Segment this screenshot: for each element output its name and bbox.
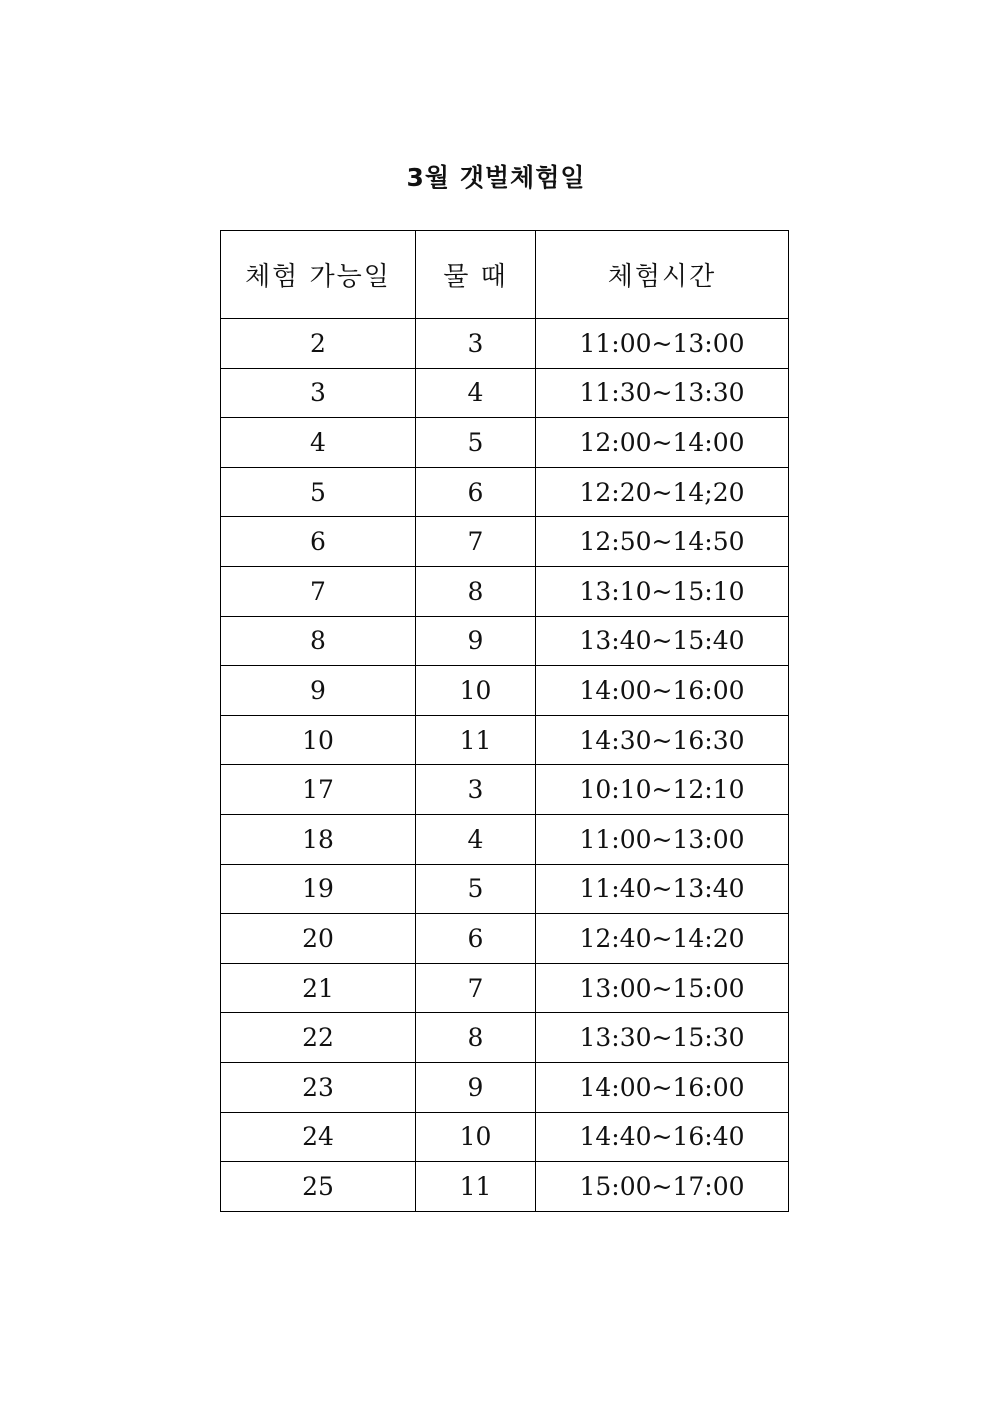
header-tide: 물 때 bbox=[416, 231, 536, 319]
cell-experience-time: 11:40~13:40 bbox=[536, 864, 789, 914]
cell-available-day: 22 bbox=[221, 1013, 416, 1063]
table-row bbox=[221, 418, 789, 468]
cell-tide: 3 bbox=[416, 319, 536, 369]
table-row bbox=[221, 1062, 789, 1112]
table-row bbox=[221, 864, 789, 914]
table-row bbox=[221, 1162, 789, 1212]
cell-experience-time: 12:00~14:00 bbox=[536, 418, 789, 468]
cell-experience-time: 12:20~14;20 bbox=[536, 467, 789, 517]
cell-experience-time: 14:30~16:30 bbox=[536, 715, 789, 765]
table-body bbox=[221, 319, 789, 1212]
table-header bbox=[221, 231, 789, 319]
cell-available-day: 5 bbox=[221, 467, 416, 517]
cell-experience-time: 12:50~14:50 bbox=[536, 517, 789, 567]
cell-available-day: 4 bbox=[221, 418, 416, 468]
cell-experience-time: 13:10~15:10 bbox=[536, 566, 789, 616]
header-available-day: 체험 가능일 bbox=[221, 231, 416, 319]
cell-experience-time: 12:40~14:20 bbox=[536, 914, 789, 964]
cell-tide: 10 bbox=[416, 1112, 536, 1162]
table-row bbox=[221, 715, 789, 765]
cell-tide: 11 bbox=[416, 715, 536, 765]
cell-tide: 11 bbox=[416, 1162, 536, 1212]
cell-tide: 10 bbox=[416, 666, 536, 716]
cell-available-day: 17 bbox=[221, 765, 416, 815]
cell-tide: 6 bbox=[416, 914, 536, 964]
table-row bbox=[221, 616, 789, 666]
cell-available-day: 19 bbox=[221, 864, 416, 914]
table-row bbox=[221, 914, 789, 964]
page-title: 3월 갯벌체험일 bbox=[406, 163, 586, 192]
cell-experience-time: 13:40~15:40 bbox=[536, 616, 789, 666]
cell-available-day: 25 bbox=[221, 1162, 416, 1212]
header-experience-time: 체험시간 bbox=[536, 231, 789, 319]
cell-experience-time: 11:00~13:00 bbox=[536, 814, 789, 864]
table-row bbox=[221, 1112, 789, 1162]
cell-available-day: 21 bbox=[221, 963, 416, 1013]
cell-tide: 4 bbox=[416, 814, 536, 864]
cell-tide: 9 bbox=[416, 1062, 536, 1112]
table-row bbox=[221, 319, 789, 369]
cell-tide: 8 bbox=[416, 566, 536, 616]
cell-available-day: 7 bbox=[221, 566, 416, 616]
cell-tide: 4 bbox=[416, 368, 536, 418]
cell-experience-time: 14:00~16:00 bbox=[536, 666, 789, 716]
cell-experience-time: 11:30~13:30 bbox=[536, 368, 789, 418]
cell-experience-time: 14:00~16:00 bbox=[536, 1062, 789, 1112]
cell-available-day: 10 bbox=[221, 715, 416, 765]
cell-available-day: 2 bbox=[221, 319, 416, 369]
cell-available-day: 8 bbox=[221, 616, 416, 666]
table-row bbox=[221, 765, 789, 815]
cell-available-day: 9 bbox=[221, 666, 416, 716]
cell-experience-time: 13:00~15:00 bbox=[536, 963, 789, 1013]
cell-available-day: 6 bbox=[221, 517, 416, 567]
table-row bbox=[221, 814, 789, 864]
cell-tide: 3 bbox=[416, 765, 536, 815]
cell-available-day: 24 bbox=[221, 1112, 416, 1162]
cell-experience-time: 11:00~13:00 bbox=[536, 319, 789, 369]
cell-tide: 8 bbox=[416, 1013, 536, 1063]
cell-tide: 6 bbox=[416, 467, 536, 517]
cell-tide: 7 bbox=[416, 517, 536, 567]
cell-experience-time: 14:40~16:40 bbox=[536, 1112, 789, 1162]
header-row bbox=[221, 231, 789, 319]
cell-available-day: 18 bbox=[221, 814, 416, 864]
table-row bbox=[221, 368, 789, 418]
cell-experience-time: 13:30~15:30 bbox=[536, 1013, 789, 1063]
cell-available-day: 23 bbox=[221, 1062, 416, 1112]
table-row bbox=[221, 666, 789, 716]
cell-tide: 9 bbox=[416, 616, 536, 666]
table-row bbox=[221, 1013, 789, 1063]
table-row bbox=[221, 467, 789, 517]
cell-experience-time: 10:10~12:10 bbox=[536, 765, 789, 815]
schedule-table bbox=[220, 230, 789, 1212]
cell-tide: 5 bbox=[416, 864, 536, 914]
cell-available-day: 20 bbox=[221, 914, 416, 964]
table-row bbox=[221, 963, 789, 1013]
cell-tide: 5 bbox=[416, 418, 536, 468]
cell-tide: 7 bbox=[416, 963, 536, 1013]
table-row bbox=[221, 517, 789, 567]
cell-experience-time: 15:00~17:00 bbox=[536, 1162, 789, 1212]
cell-available-day: 3 bbox=[221, 368, 416, 418]
table-row bbox=[221, 566, 789, 616]
